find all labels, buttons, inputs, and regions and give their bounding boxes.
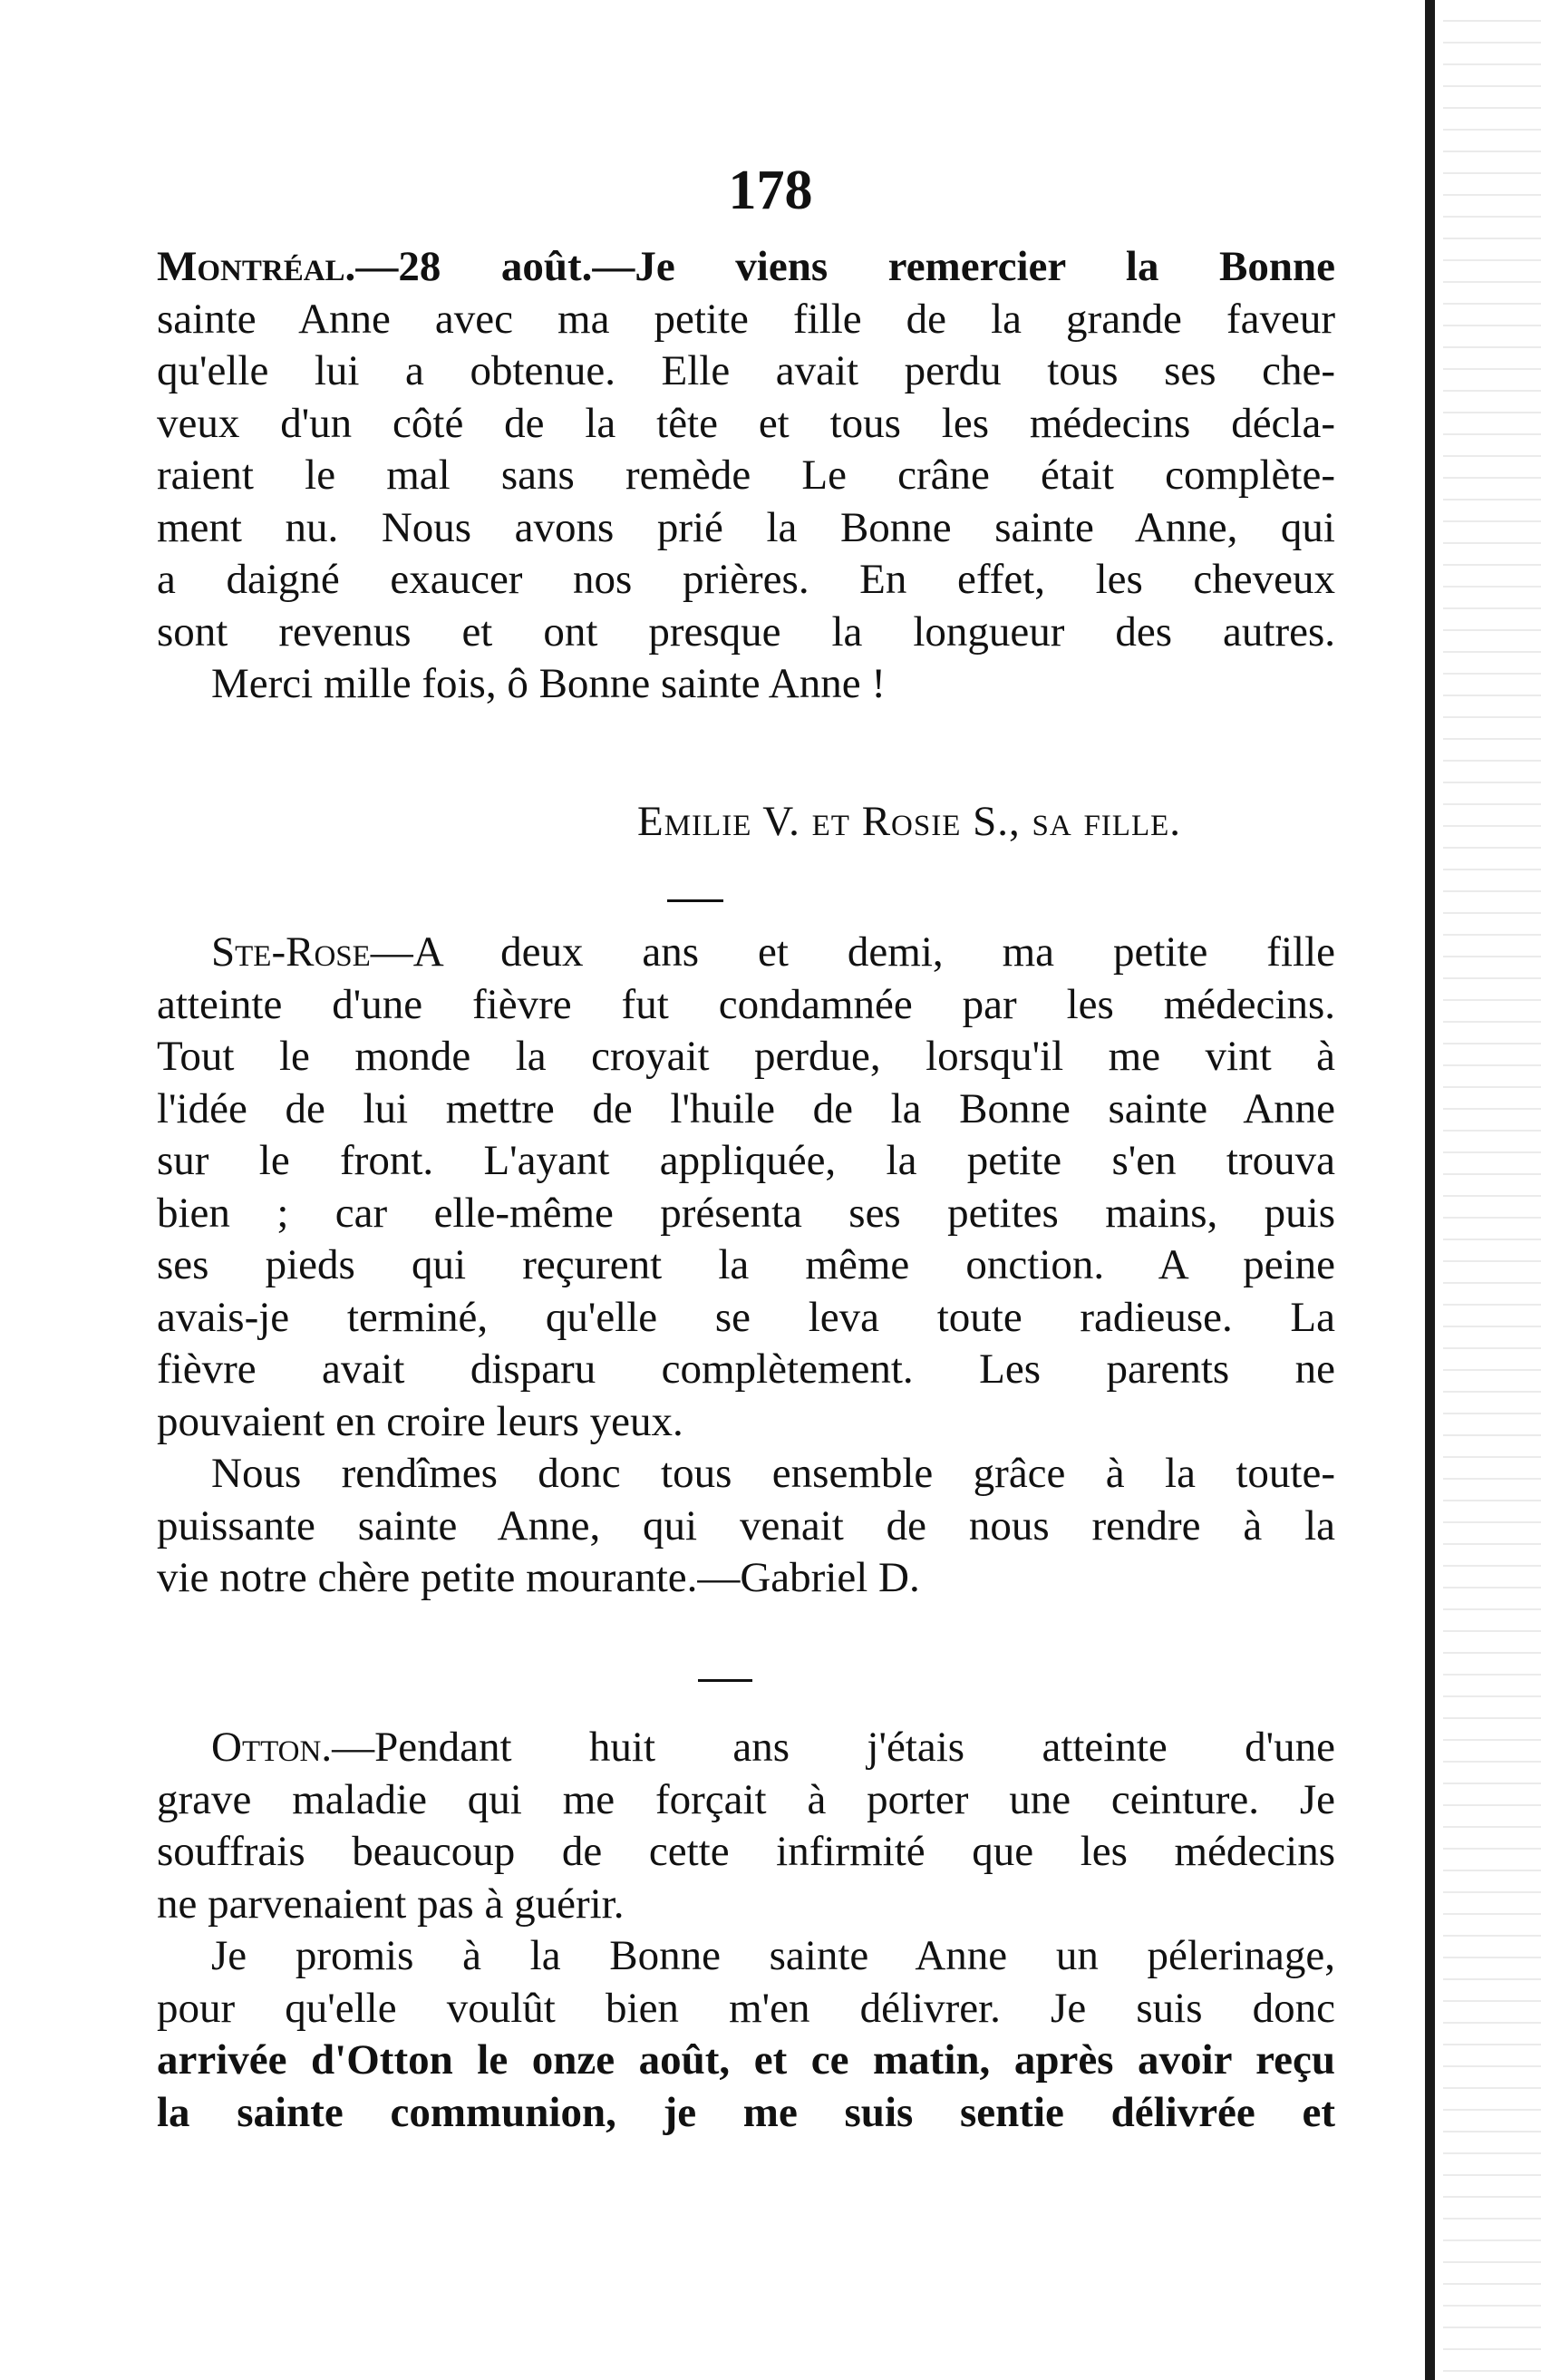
text-line: ses pieds qui reçurent la même onction. A peine: [157, 1241, 1335, 1288]
text-line: ment nu. Nous avons prié la Bonne sainte Anne, qui: [157, 503, 1335, 551]
page-edge-texture: [1443, 0, 1541, 2380]
text-line: l'idée de lui mettre de l'huile de la Bonne sainte Anne: [157, 1084, 1335, 1132]
text-line: arrivée d'Otton le onze août, et ce matin, après avoir reçu: [157, 2036, 1335, 2084]
text-line: pouvaient en croire leurs yeux.: [157, 1397, 683, 1445]
text-line: raient le mal sans remède Le crâne était complète-: [157, 452, 1335, 499]
paragraph: [157, 927, 1335, 979]
text-line: Tout le monde la croyait perdue, lorsqu'il me vint à: [157, 1033, 1335, 1080]
separator-rule: [667, 899, 723, 902]
text-line: sont revenus et ont presque la longueur des autres.: [157, 607, 1335, 656]
text-line: qu'elle lui a obtenue. Elle avait perdu tous ses che-: [157, 347, 1335, 394]
text-line: sur le front. L'ayant appliquée, la petite s'en trouva: [157, 1137, 1335, 1184]
signature: Emilie V. et Rosie S., sa fille.: [637, 798, 1182, 845]
entry-place: Otton.: [211, 1724, 333, 1771]
text-line: grave maladie qui me forçait à porter une ceinture. Je: [157, 1775, 1335, 1823]
text-line: bien ; car elle-même présenta ses petites mains, puis: [157, 1189, 1335, 1237]
text-line: fièvre avait disparu complètement. Les parents ne: [157, 1345, 1335, 1393]
entry-ste-rose: [157, 927, 1335, 1605]
entry-place: Montréal.: [157, 243, 356, 290]
separator-rule: [698, 1679, 752, 1682]
text-line: sainte Anne avec ma petite fille de la grande faveur: [157, 295, 1335, 343]
text-line: —Pendant huit ans j'étais atteinte d'une: [332, 1724, 1335, 1771]
text-line: —28 août.—Je viens remercier la Bonne: [355, 243, 1335, 290]
text-line: veux d'un côté de la tête et tous les médecins décla-: [157, 399, 1335, 447]
page-number: 178: [728, 160, 813, 221]
text-line: la sainte communion, je me suis sentie délivrée et: [157, 2088, 1335, 2136]
text-line: ne parvenaient pas à guérir.: [157, 1880, 625, 1928]
text-line: pour qu'elle voulût bien m'en délivrer. Je suis donc: [157, 1984, 1335, 2032]
text-line: atteinte d'une fièvre fut condamnée par les médecins.: [157, 980, 1335, 1028]
text-line: souffrais beaucoup de cette infirmité que les médecins: [157, 1828, 1335, 1875]
paragraph: [157, 1722, 1335, 1774]
entry-montreal: [157, 241, 1335, 711]
text-line: a daigné exaucer nos prières. En effet, les cheveux: [157, 556, 1335, 603]
text-line: —A deux ans et demi, ma petite fille: [370, 928, 1335, 976]
paragraph: [157, 241, 1335, 294]
text-line: Merci mille fois, ô Bonne sainte Anne !: [211, 660, 887, 707]
text-line: avais-je terminé, qu'elle se leva toute radieuse. La: [157, 1293, 1335, 1341]
entry-place: Ste-Rose: [211, 928, 371, 976]
binding-rule: [1425, 0, 1435, 2380]
text-line: vie notre chère petite mourante.—Gabriel D.: [157, 1554, 920, 1601]
text-line: puissante sainte Anne, qui venait de nous rendre à la: [157, 1501, 1335, 1549]
text-line: Je promis à la Bonne sainte Anne un pélerinage,: [211, 1932, 1335, 1979]
text-line: Nous rendîmes donc tous ensemble grâce à la toute-: [211, 1450, 1335, 1497]
entry-otton: [157, 1722, 1335, 2139]
